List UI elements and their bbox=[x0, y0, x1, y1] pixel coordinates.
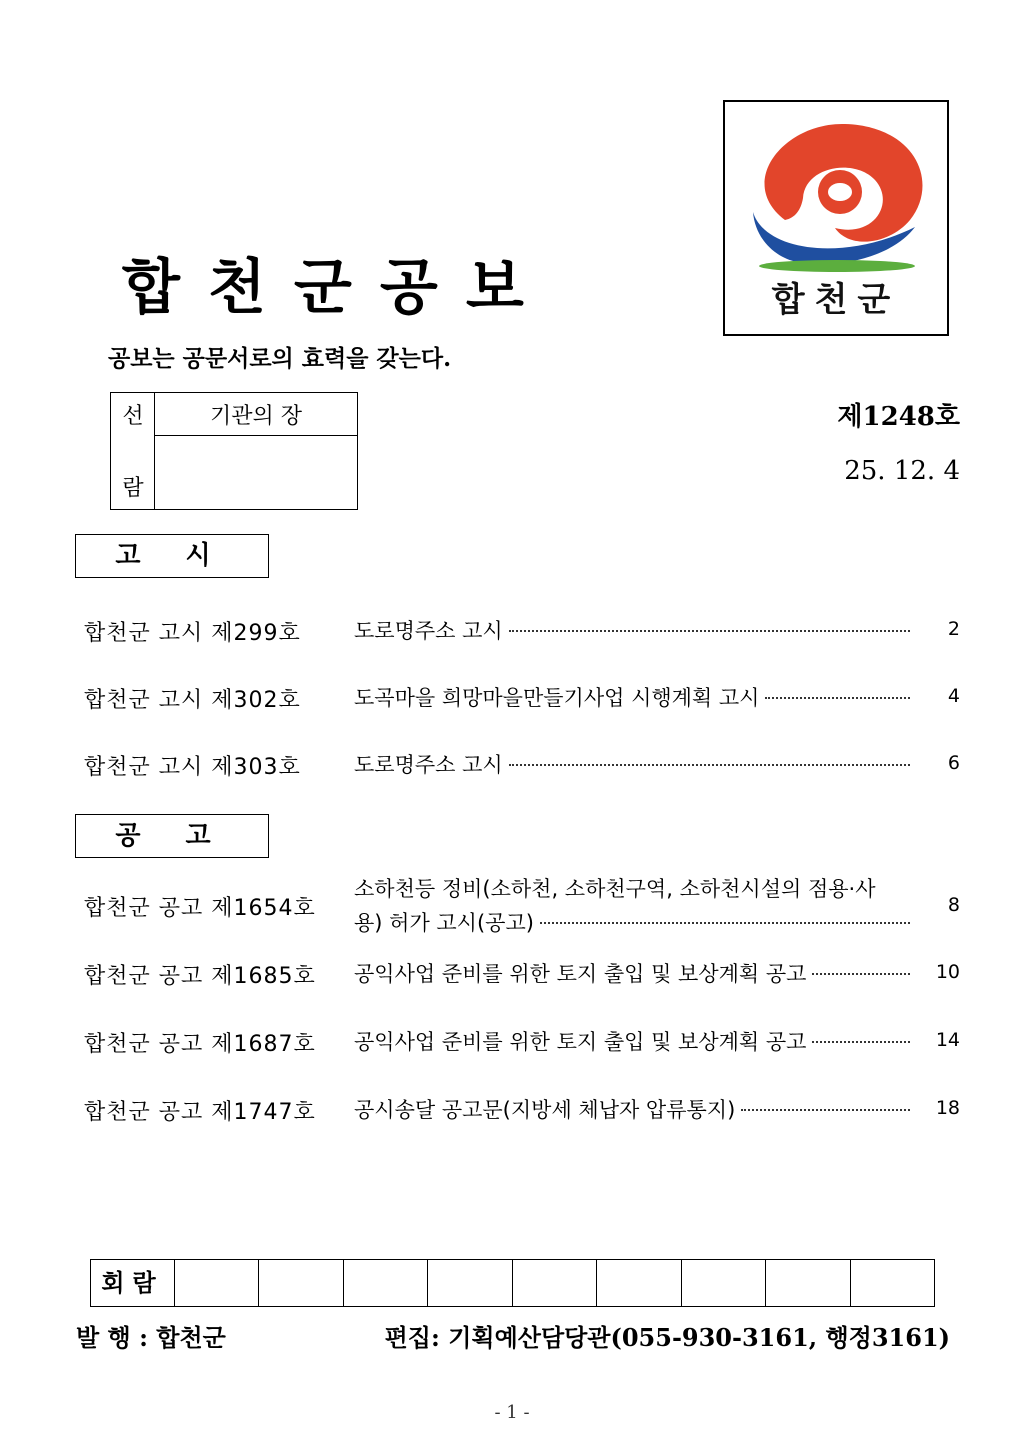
toc-entry-title-line: 소하천등 정비(소하천, 소하천구역, 소하천시설의 점용·사 bbox=[354, 877, 876, 901]
toc-entry-number: 합천군 공고 제1687호 bbox=[84, 1032, 316, 1057]
toc-entry[interactable] bbox=[84, 748, 960, 784]
toc-entry-number: 합천군 고시 제303호 bbox=[84, 755, 301, 780]
toc-entry-title-line: 도로명주소 고시 bbox=[354, 753, 503, 777]
review-box bbox=[110, 392, 358, 510]
publisher: 발 행 : 합천군 bbox=[76, 1323, 226, 1352]
circulation-cell bbox=[513, 1260, 597, 1306]
circulation-table bbox=[90, 1259, 935, 1307]
editor-contact: 편집: 기획예산담당관(055-930-3161, 행정3161) bbox=[384, 1323, 950, 1352]
toc-entry-title bbox=[354, 681, 910, 715]
circulation-cell bbox=[428, 1260, 512, 1306]
issue-date: 25. 12. 4 bbox=[844, 456, 960, 486]
toc-entry[interactable] bbox=[84, 681, 960, 717]
toc-entry-title-line: 공시송달 공고문(지방세 체납자 압류통지) bbox=[354, 1098, 736, 1122]
toc-entry-title bbox=[354, 957, 910, 991]
circulation-cell bbox=[344, 1260, 428, 1306]
logo-green-band bbox=[759, 260, 915, 272]
circulation-cell bbox=[851, 1260, 934, 1306]
toc-entry-page: 8 bbox=[947, 894, 960, 916]
circulation-cell bbox=[597, 1260, 681, 1306]
leader-dots bbox=[812, 973, 910, 975]
review-side-bottom: 람 bbox=[122, 476, 144, 501]
section-heading-notice: 고 시 bbox=[75, 534, 269, 578]
toc-entry-title bbox=[354, 1025, 910, 1059]
bulletin-subtitle: 공보는 공문서로의 효력을 갖는다. bbox=[108, 345, 452, 372]
toc-entry[interactable] bbox=[84, 872, 960, 942]
toc-entry-number: 합천군 공고 제1685호 bbox=[84, 964, 316, 989]
leader-dots bbox=[741, 1109, 910, 1111]
logo-text: 합천군 bbox=[771, 280, 901, 320]
leader-dots bbox=[812, 1041, 910, 1043]
review-divider bbox=[155, 435, 357, 436]
toc-entry-page: 6 bbox=[947, 752, 960, 774]
circulation-cell bbox=[682, 1260, 766, 1306]
leader-dots bbox=[509, 630, 910, 632]
toc-entry-title-line: 공익사업 준비를 위한 토지 출입 및 보상계획 공고 bbox=[354, 1030, 807, 1054]
toc-entry-title bbox=[354, 1093, 910, 1127]
toc-entry-page: 4 bbox=[947, 685, 960, 707]
toc-entry-page: 14 bbox=[935, 1029, 960, 1051]
toc-entry-title-line: 도로명주소 고시 bbox=[354, 619, 503, 643]
leader-dots bbox=[765, 697, 910, 699]
toc-entry[interactable] bbox=[84, 957, 960, 993]
toc-entry-title bbox=[354, 872, 910, 940]
toc-entry[interactable] bbox=[84, 1093, 960, 1129]
circulation-cell bbox=[766, 1260, 850, 1306]
logo-white-center bbox=[828, 183, 852, 201]
toc-entry[interactable] bbox=[84, 1025, 960, 1061]
circulation-cell bbox=[175, 1260, 259, 1306]
toc-entry-number: 합천군 고시 제299호 bbox=[84, 621, 301, 646]
toc-entry-title bbox=[354, 614, 910, 648]
toc-entry-number: 합천군 공고 제1747호 bbox=[84, 1100, 316, 1125]
toc-entry-number: 합천군 공고 제1654호 bbox=[84, 896, 316, 921]
toc-entry-page: 18 bbox=[935, 1097, 960, 1119]
section-heading-announcement: 공 고 bbox=[75, 814, 269, 858]
review-heading: 기관의 장 bbox=[209, 404, 302, 429]
leader-dots bbox=[509, 764, 910, 766]
toc-entry-title-line: 용) 허가 고시(공고) bbox=[354, 911, 534, 935]
toc-entry-page: 10 bbox=[935, 961, 960, 983]
toc-entry-title bbox=[354, 748, 910, 782]
page-number: - 1 - bbox=[494, 1402, 530, 1423]
toc-entry-title-line: 도곡마을 희망마을만들기사업 시행계획 고시 bbox=[354, 686, 760, 710]
leader-dots bbox=[540, 922, 910, 924]
hapcheon-logo bbox=[723, 100, 949, 336]
toc-entry-page: 2 bbox=[947, 618, 960, 640]
review-side-top: 선 bbox=[122, 404, 144, 429]
bulletin-title: 합천군공보 bbox=[122, 253, 552, 323]
toc-entry-title-line: 공익사업 준비를 위한 토지 출입 및 보상계획 공고 bbox=[354, 962, 807, 986]
circulation-cell bbox=[259, 1260, 343, 1306]
issue-number: 제1248호 bbox=[837, 402, 960, 432]
circulation-label: 회람 bbox=[91, 1260, 175, 1306]
toc-entry-number: 합천군 고시 제302호 bbox=[84, 688, 301, 713]
toc-entry[interactable] bbox=[84, 614, 960, 650]
